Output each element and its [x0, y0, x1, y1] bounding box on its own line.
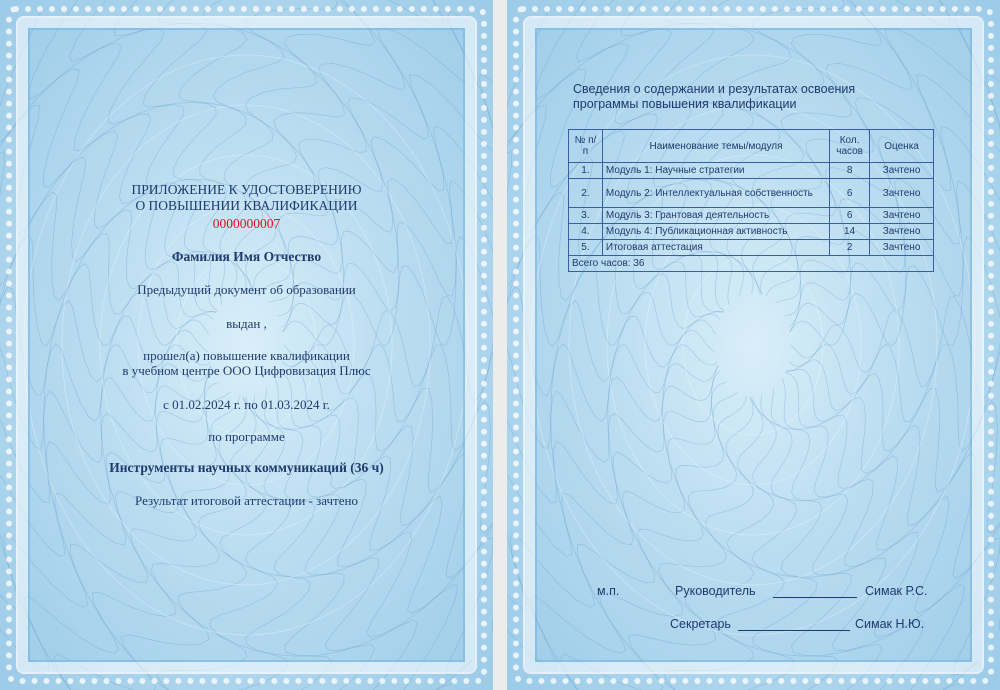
row-number: 1. [569, 163, 603, 179]
issued-text: выдан , [226, 316, 267, 331]
row-hours: 6 [830, 179, 870, 208]
decorative-border-inner [525, 18, 982, 672]
program-name: Инструменты научных коммуникаций (36 ч) [109, 460, 384, 475]
certificate-appendix-back-page [507, 0, 1000, 690]
column-header-hours: Кол. часов [830, 130, 870, 163]
modules-table [568, 129, 934, 272]
column-header-grade: Оценка [870, 130, 934, 163]
row-grade: Зачтено [870, 208, 934, 224]
row-topic: Итоговая аттестация [602, 240, 829, 256]
by-program-text: по программе [208, 429, 285, 444]
table-row [569, 179, 934, 208]
row-number: 5. [569, 240, 603, 256]
content-section-title [573, 82, 933, 112]
table-row [569, 208, 934, 224]
appendix-heading [0, 182, 493, 214]
secretary-name: Симак Н.Ю. [855, 617, 925, 631]
row-number: 4. [569, 224, 603, 240]
row-topic: Модуль 1: Научные стратегии [602, 163, 829, 179]
training-dates: с 01.02.2024 г. по 01.03.2024 г. [163, 397, 330, 412]
row-topic: Модуль 2: Интеллектуальная собственность [602, 179, 829, 208]
row-hours: 2 [830, 240, 870, 256]
training-statement-line-2: в учебном центре ООО Цифровизация Плюс [122, 363, 371, 378]
table-row [569, 163, 934, 179]
full-name: Фамилия Имя Отчество [171, 249, 322, 264]
row-grade: Зачтено [870, 179, 934, 208]
row-hours: 8 [830, 163, 870, 179]
stamp-place-label: м.п. [597, 584, 620, 598]
table-total-row [569, 256, 934, 272]
total-hours: Всего часов: 36 [569, 256, 934, 272]
head-signature-line [773, 597, 857, 598]
row-number: 3. [569, 208, 603, 224]
previous-document-text: Предыдущий документ об образовании [137, 282, 356, 297]
row-number: 2. [569, 179, 603, 208]
row-hours: 14 [830, 224, 870, 240]
row-grade: Зачтено [870, 240, 934, 256]
head-name: Симак Р.С. [865, 584, 928, 598]
row-grade: Зачтено [870, 163, 934, 179]
row-topic: Модуль 3: Грантовая деятельность [602, 208, 829, 224]
decorative-border-inner [18, 18, 475, 672]
heading-line-2: О ПОВЫШЕНИИ КВАЛИФИКАЦИИ [135, 198, 358, 213]
secretary-label: Секретарь [670, 617, 731, 631]
title-line-1: Сведения о содержании и результатах освоения [573, 82, 856, 96]
heading-line-1: ПРИЛОЖЕНИЕ К УДОСТОВЕРЕНИЮ [131, 182, 362, 197]
row-topic: Модуль 4: Публикационная активность [602, 224, 829, 240]
title-line-2: программы повышения квалификации [573, 97, 797, 111]
row-hours: 6 [830, 208, 870, 224]
column-header-topic: Наименование темы/модуля [602, 130, 829, 163]
training-statement [0, 348, 493, 378]
table-row [569, 240, 934, 256]
certificate-appendix-front-page [0, 0, 493, 690]
table-row [569, 224, 934, 240]
column-header-number: № п/п [569, 130, 603, 163]
certificate-number: 0000000007 [212, 216, 281, 231]
training-statement-line-1: прошел(а) повышение квалификации [143, 348, 350, 363]
head-label: Руководитель [675, 584, 756, 598]
page-gutter [493, 0, 507, 690]
secretary-signature-line [738, 630, 850, 631]
attestation-result: Результат итоговой аттестации - зачтено [135, 493, 358, 508]
row-grade: Зачтено [870, 224, 934, 240]
